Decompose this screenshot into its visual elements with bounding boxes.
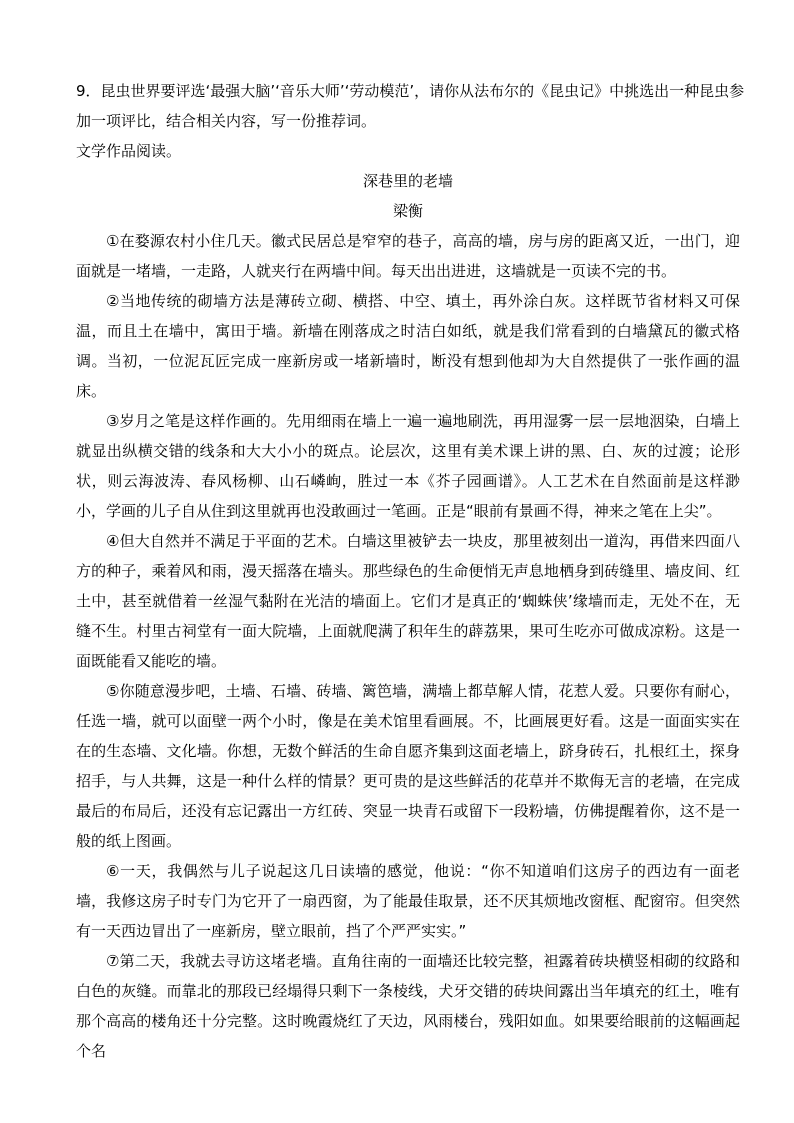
paragraph-5: ⑤你随意漫步吧，土墙、石墙、砖墙、篱笆墙，满墙上都草解人情，花惹人爱。只要你有耐心，任选一墙，就可以面壁一两个小时，像是在美术馆里看画展。不，比画展更好看。这是一面面实实在在的生态墙、文化墙。你想，无数个鲜活的生命自愿齐集到这面老墙上，跻身砖石，扎根红土，探身招手，与人共舞，这是一种什么样的情景？更可贵的是这些鲜活的花草并不欺侮无言的老墙，在完成最后的布局后，还没有忘记露出一方红砖、突显一块青石或留下一段粉墙，仿佛提醒着你，这不是一般的纸上图画。: [76, 682, 740, 850]
paragraph-4: ④但大自然并不满足于平面的艺术。白墙这里被铲去一块皮，那里被刻出一道沟，再借来四面八方的种子，乘着风和雨，漫天摇落在墙头。那些绿色的生命便悄无声息地栖身到砖缝里、墙皮间、红土中，甚至就借着一丝湿气黏附在光洁的墙面上。它们才是真正的‘蜘蛛侠’缘墙而走，无处不在，无缝不生。村里古祠堂有一面大院墙，上面就爬满了积年生的薜荔果，果可生吃亦可做成凉粉。这是一面既能看又能吃的墙。: [76, 532, 740, 670]
article-author: 梁衡: [392, 202, 423, 220]
paragraph-3: ③岁月之笔是这样作画的。先用细雨在墙上一遍一遍地刷洗，再用湿雾一层一层地洇染，白墙上就显出纵横交错的线条和大大小小的斑点。论层次，这里有美术课上讲的黑、白、灰的过渡；论形状，则云海波涛、春风杨柳、山石嶙峋，胜过一本《芥子园画谱》。人工艺术在自然面前是这样渺小，学画的儿子自从住到这里就再也没敢画过一笔画。正是“眼前有景画不得，神来之笔在上尖”。: [76, 412, 740, 520]
article-title: 深巷里的老墙: [362, 172, 453, 190]
paragraph-1: ①在婺源农村小住几天。徽式民居总是窄窄的巷子，高高的墙，房与房的距离又近，一出门，迎面就是一堵墙，一走路，人就夹行在两墙中间。每天出出进进，这墙就是一页读不完的书。: [76, 232, 740, 280]
question-line-2: 加一项评比，结合相关内容，写一份推荐词。: [76, 112, 377, 130]
question-line-1: 9．昆虫世界要评选‘最强大脑’‘音乐大师’‘劳动模范’，请你从法布尔的《昆虫记》中挑选出一种昆虫参: [76, 82, 745, 100]
document-page: [76, 76, 745, 1066]
paragraph-2: ②当地传统的砌墙方法是薄砖立砌、横搭、中空、填土，再外涂白灰。这样既节省材料又可保温，而且土在墙中，寓田于墙。新墙在刚落成之时洁白如纸，就是我们常看到的白墙黛瓦的徽式格调。当初，一位泥瓦匠完成一座新房或一堵新墙时，断没有想到他却为大自然提供了一张作画的温床。: [76, 292, 740, 400]
section-label: 文学作品阅读。: [76, 142, 182, 160]
paragraph-6: ⑥一天，我偶然与儿子说起这几日读墙的感觉，他说：“你不知道咱们这房子的西边有一面老墙，我修这房子时专门为它开了一扇西窗，为了能最佳取景，还不厌其烦地改窗框、配窗帘。但突然有一天西边冒出了一座新房，壁立眼前，挡了个严严实实。”: [76, 862, 740, 940]
paragraph-7: ⑦第二天，我就去寻访这堵老墙。直角往南的一面墙还比较完整，袒露着砖块横竖相砌的纹路和白色的灰缝。而靠北的那段已经塌得只剩下一条棱线，犬牙交错的砖块间露出当年填充的红土，唯有那个高高的楼角还十分完整。这时晚霞烧红了天边，风雨楼台，残阳如血。如果要给眼前的这幅画起个名: [76, 952, 740, 1060]
